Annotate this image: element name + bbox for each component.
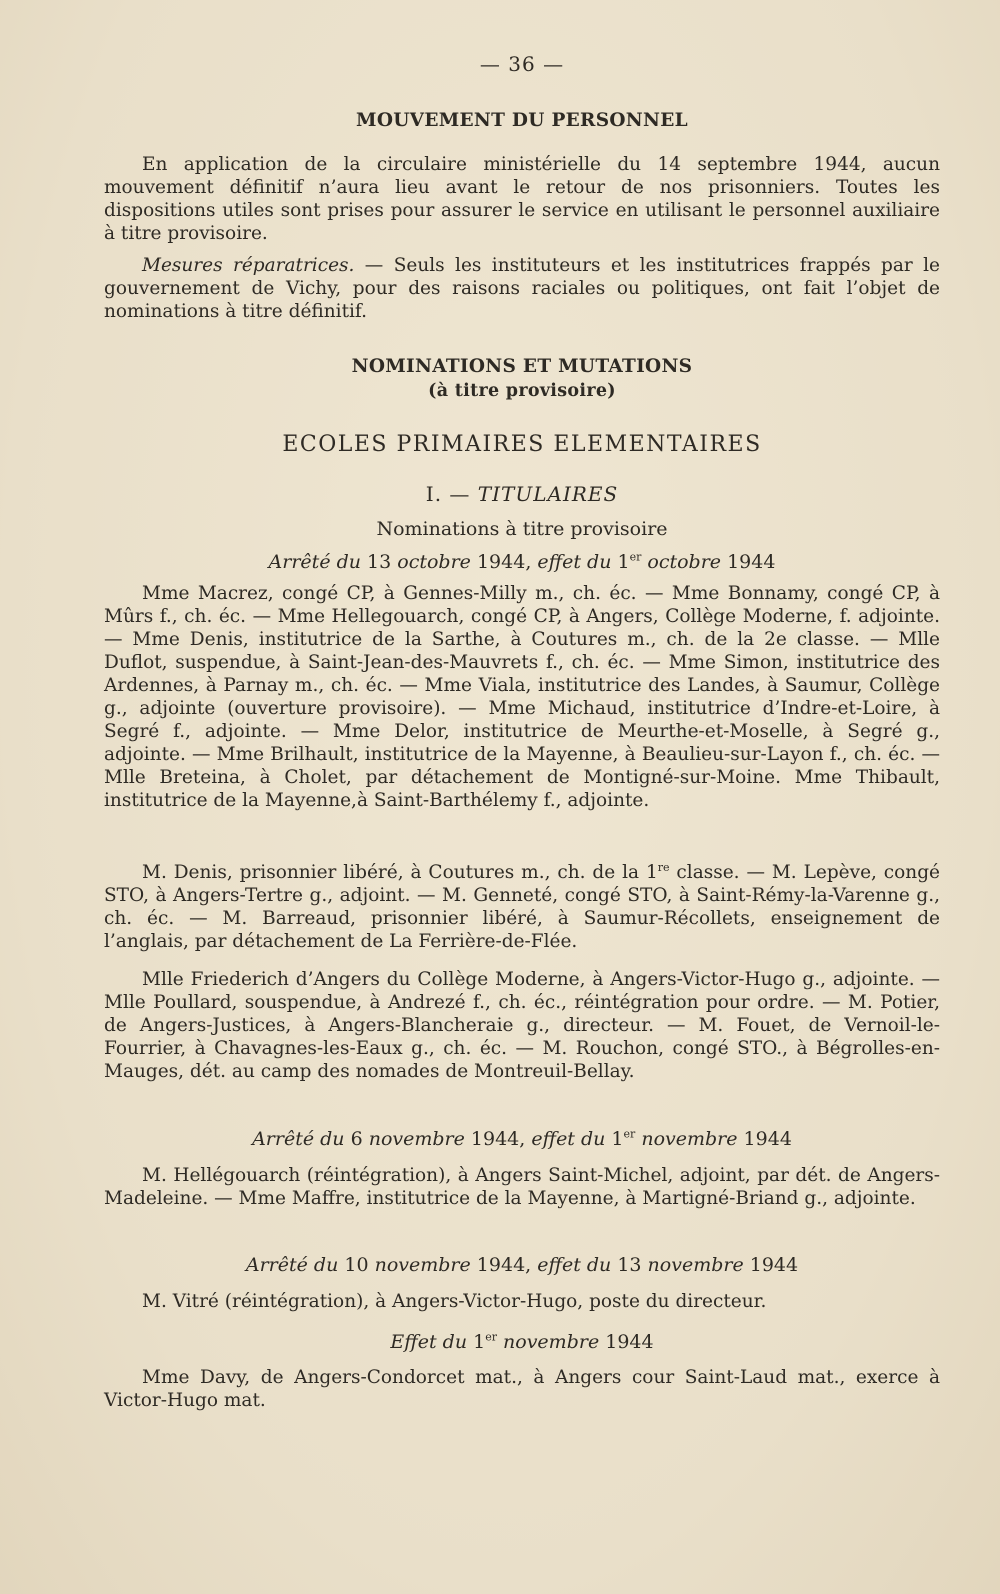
arrete-day: 6 — [344, 1128, 369, 1150]
arrete-year: 1944, — [470, 551, 538, 573]
intro-paragraph: En application de la circulaire ministérielle du 14 septembre 1944, aucun mouvement définitif n’aura lieu avant le retour de nos prisonniers. Toutes les dispositions utiles sont prises pour assurer le service en utilisant le personnel auxiliaire à titre provisoire. — [104, 154, 940, 244]
section-subtitle: (à titre provisoire) — [428, 381, 616, 401]
nominations-paragraph: Mme Macrez, congé CP, à Gennes-Milly m., ch. éc. — Mme Bonnamy, congé CP, à Mûrs f., ch. éc. — Mme Hellegouarch, congé CP, à Angers, Collège Moderne, f. adjointe. — Mme Denis, institutrice de la Sarthe, à Coutures m., ch. de la 2e classe. — Mlle Duflot, suspendue, à Saint-Jean-des-Mauvrets f., ch. éc. — Mme Simon, institutrice des Ardennes, à Parnay m., ch. éc. — Mme Viala, institutrice des Landes, à Saumur, Collège g., adjointe (ouverture provisoire). — Mme Michaud, institutrice d’Indre-et-Loire, à Segré f., adjointe. — Mme Delor, institutrice de Meurthe-et-Moselle, à Segré g., adjointe. — Mme Brilhault, institutrice de la Mayenne, à Beaulieu-sur-Layon f., ch. éc. — Mlle Breteina, à Cholet, par détachement de Montigné-sur-Moine. Mme Thibault, institutrice de la Mayenne,à Saint-Barthélemy f., adjointe. — [104, 583, 940, 811]
page-title: MOUVEMENT DU PERSONNEL — [356, 110, 688, 131]
arrete-heading — [104, 1128, 940, 1150]
arrete-effet-month: octobre — [641, 551, 722, 573]
section-title: NOMINATIONS ET MUTATIONS — [351, 356, 693, 377]
arrete-day: 10 — [338, 1254, 375, 1276]
arrete-prefix: Arrêté du — [245, 1254, 339, 1276]
paragraph-sup: re — [657, 860, 670, 874]
paragraph-part: classe. — M. Lepève, congé STO, à Angers-Tertre g., adjoint. — M. Genneté, congé STO, à Saint-Rémy-la-Varenne g., ch. éc. — M. Barreaud, prisonnier libéré, à Saumur-Récollets, enseignement de l’anglais, par détachement de La Ferrière-de-Flée. — [104, 862, 941, 952]
effet-prefix: Effet du — [390, 1331, 468, 1353]
effet-year: 1944 — [599, 1331, 654, 1353]
arrete-effet-year: 1944 — [721, 551, 776, 573]
effet-day: 1 — [467, 1331, 486, 1353]
arrete-month: novembre — [374, 1254, 471, 1276]
arrete-year: 1944, — [470, 1254, 538, 1276]
nominations-paragraph — [104, 861, 940, 953]
nominations-label: Nominations à titre provisoire — [376, 518, 668, 540]
arrete-effet: effet du — [537, 1254, 612, 1276]
part-title: TITULAIRES — [477, 482, 619, 506]
page-number: — 36 — — [479, 52, 565, 76]
effet-month: novembre — [496, 1331, 600, 1353]
nominations-paragraph: M. Vitré (réintégration), à Angers-Victor-Hugo, poste du directeur. — [142, 1291, 767, 1312]
arrete-month: novembre — [368, 1128, 465, 1150]
arrete-effet-sup: er — [623, 1127, 636, 1141]
arrete-effet-day: 1 — [605, 1128, 624, 1150]
arrete-effet-day: 13 — [611, 1254, 648, 1276]
arrete-effet-month: novembre — [647, 1254, 744, 1276]
arrete-effet-year: 1944 — [737, 1128, 792, 1150]
reparation-text: — Seuls les instituteurs et les institutrices frappés par le gouvernement de Vichy, pour des raisons raciales ou politiques, ont fait l’objet de nominations à titre définitif. — [104, 255, 940, 322]
nominations-paragraph: Mme Davy, de Angers-Condorcet mat., à Angers cour Saint-Laud mat., exerce à Victor-Hugo mat. — [104, 1367, 940, 1411]
reparation-paragraph — [104, 254, 940, 323]
effet-heading — [104, 1331, 940, 1353]
nominations-paragraph: Mlle Friederich d’Angers du Collège Moderne, à Angers-Victor-Hugo g., adjointe. — Mlle Poullard, souspendue, à Andrezé f., ch. éc., réintégration pour ordre. — M. Potier, de Angers-Justices, à Angers-Blancheraie g., directeur. — M. Fouet, de Vernoil-le-Fourrier, à Chavagnes-les-Eaux g., ch. éc. — M. Rouchon, congé STO., à Bégrolles-en-Mauges, dét. au camp des nomades de Montreuil-Bellay. — [104, 969, 940, 1082]
arrete-effet: effet du — [537, 551, 612, 573]
part-number: I. — — [425, 482, 478, 506]
reparation-label: Mesures réparatrices. — [142, 255, 355, 276]
arrete-month: octobre — [397, 551, 471, 573]
arrete-effet-month: novembre — [635, 1128, 738, 1150]
arrete-day: 13 — [361, 551, 398, 573]
arrete-effet-sup: er — [629, 550, 642, 564]
arrete-year: 1944, — [464, 1128, 532, 1150]
paragraph-part: M. Denis, prisonnier libéré, à Coutures m., ch. de la 1 — [142, 862, 658, 883]
schools-heading: ECOLES PRIMAIRES ELEMENTAIRES — [282, 432, 762, 457]
effet-sup: er — [485, 1330, 497, 1344]
arrete-effet: effet du — [531, 1128, 606, 1150]
arrete-prefix: Arrêté du — [268, 551, 361, 573]
arrete-heading — [104, 551, 940, 573]
nominations-paragraph: M. Hellégouarch (réintégration), à Angers Saint-Michel, adjoint, par dét. de Angers-Madeleine. — Mme Maffre, institutrice de la Mayenne, à Martigné-Briand g., adjointe. — [104, 1165, 940, 1209]
arrete-heading — [104, 1254, 940, 1276]
arrete-effet-year: 1944 — [743, 1254, 799, 1276]
arrete-prefix: Arrêté du — [252, 1128, 345, 1150]
arrete-effet-day: 1 — [611, 551, 630, 573]
part-heading — [104, 482, 940, 506]
